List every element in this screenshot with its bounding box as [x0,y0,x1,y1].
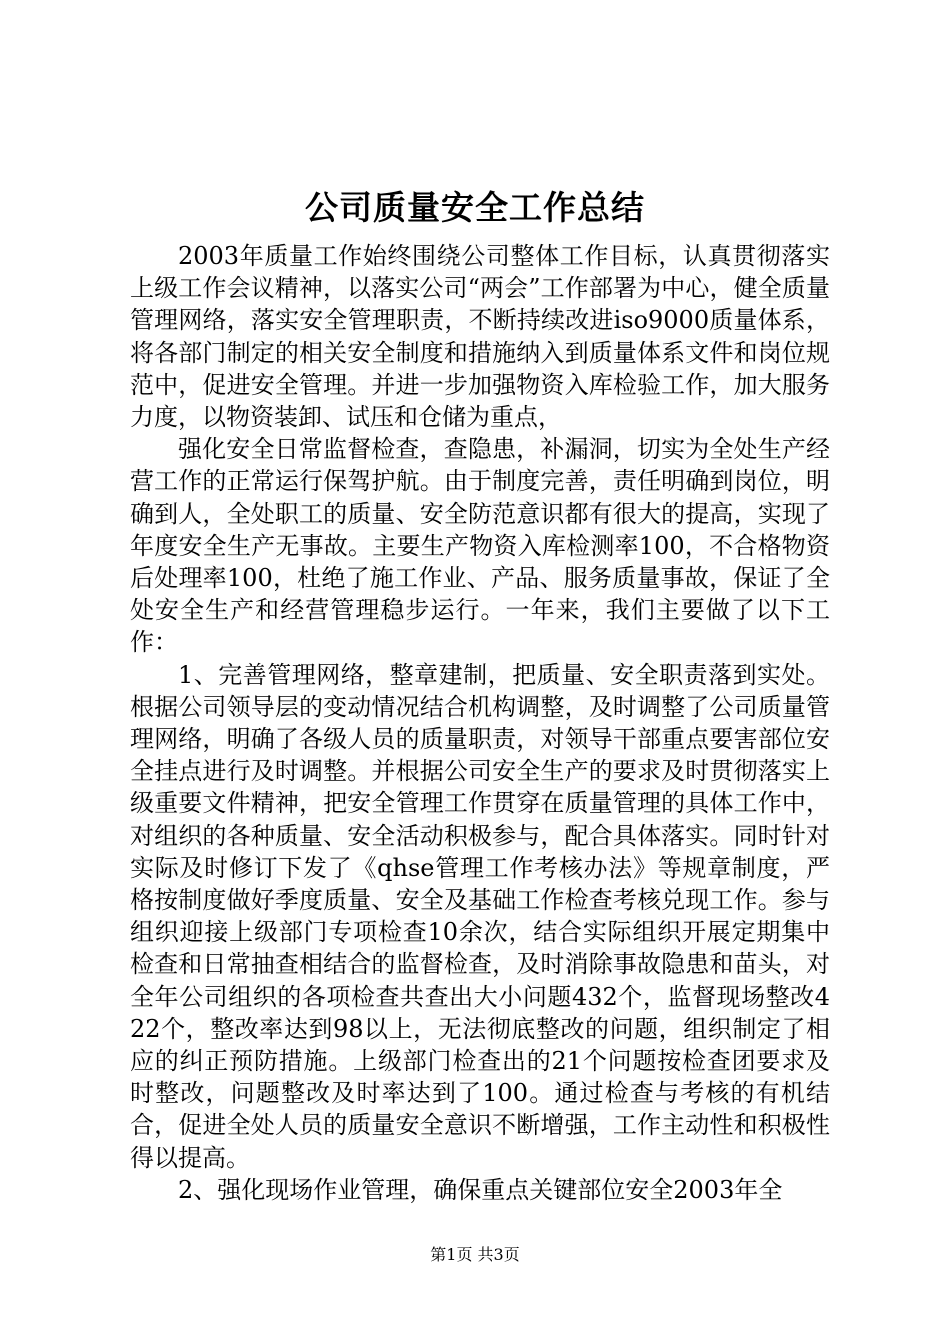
paragraph-intro: 2003年质量工作始终围绕公司整体工作目标，认真贯彻落实上级工作会议精神，以落实公司“两会”工作部署为中心，健全质量管理网络，落实安全管理职责，不断持续改进iso9000质量体系，将各部门制定的相关安全制度和措施纳入到质量体系文件和岗位规范中，促进安全管理。并进一步加强物资入库检验工作，加大服务力度，以物资装卸、试压和仓储为重点， [130,242,830,432]
paragraph-item-1: 1、完善管理网络，整章建制，把质量、安全职责落到实处。根据公司领导层的变动情况结合机构调整，及时调整了公司质量管理网络，明确了各级人员的质量职责，对领导干部重点要害部位安全挂点进行及时调整。并根据公司安全生产的要求及时贯彻落实上级重要文件精神，把安全管理工作贯穿在质量管理的具体工作中，对组织的各种质量、安全活动积极参与，配合具体落实。同时针对实际及时修订下发了《qhse管理工作考核办法》等规章制度，严格按制度做好季度质量、安全及基础工作检查考核兑现工作。参与组织迎接上级部门专项检查10余次，结合实际组织开展定期集中检查和日常抽查相结合的监督检查，及时消除事故隐患和苗头，对全年公司组织的各项检查共查出大小问题432个，监督现场整改422个，整改率达到98以上，无法彻底整改的问题，组织制定了相应的纠正预防措施。上级部门检查出的21个问题按检查团要求及时整改，问题整改及时率达到了100。通过检查与考核的有机结合，促进全处人员的质量安全意识不断增强，工作主动性和积极性得以提高。 [130,660,830,1172]
document-body [130,240,830,1206]
page-number-indicator: 第1页 共3页 [430,1245,520,1264]
document-title: 公司质量安全工作总结 [305,188,645,227]
paragraph-item-2: 2、强化现场作业管理，确保重点关键部位安全2003年全 [178,1175,783,1204]
paragraph-results: 强化安全日常监督检查，查隐患，补漏洞，切实为全处生产经营工作的正常运行保驾护航。由于制度完善，责任明确到岗位，明确到人，全处职工的质量、安全防范意识都有很大的提高，实现了年度安全生产无事故。主要生产物资入库检测率100，不合格物资后处理率100，杜绝了施工作业、产品、服务质量事故，保证了全处安全生产和经营管理稳步运行。一年来，我们主要做了以下工作： [130,435,830,657]
page-footer [0,1244,950,1266]
